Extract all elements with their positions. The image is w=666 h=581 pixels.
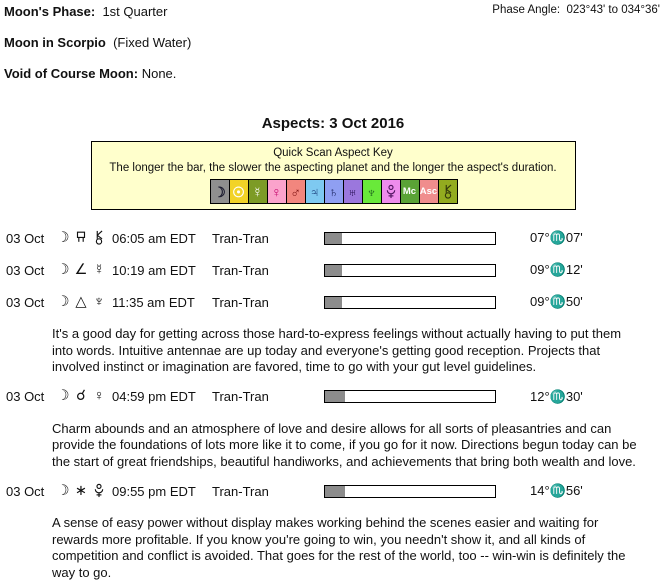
key-box-subtitle: The longer the bar, the slower the aspecting planet and the longer the aspect's duration.	[109, 162, 557, 174]
moon-phase-line	[4, 4, 662, 19]
aspect-time: 09:55 pm EDT	[112, 483, 196, 499]
sextile-icon: ∗	[74, 482, 88, 499]
ascendant-icon: Asc	[419, 179, 439, 204]
moon-icon: ☽	[56, 229, 70, 246]
aspect-position: 12°♏30'	[530, 388, 583, 404]
trine-icon: △	[75, 293, 87, 310]
aspect-list	[4, 230, 662, 581]
venus-icon: ♀	[267, 179, 287, 204]
aspect-row	[4, 262, 662, 278]
aspect-type: Tran-Tran	[212, 294, 269, 310]
aspect-description: A sense of easy power without display makes working behind the scenes easier and waiting for rewards more profitable. If you know you're going to win, you needn't show it, and all kinds of competition and conflict is avoided. That goes for the rest of the world, too -- win-win is definitely the way to go.	[52, 515, 626, 580]
aspect-type: Tran-Tran	[212, 262, 269, 278]
key-box-title: Quick Scan Aspect Key	[273, 147, 393, 159]
midheaven-icon: Mc	[400, 179, 420, 204]
mercury-icon: ☿	[248, 179, 268, 204]
aspect-time: 11:35 am EDT	[112, 294, 195, 310]
duration-bar-fill	[325, 297, 342, 308]
pluto-icon	[90, 483, 108, 500]
neptune-icon: ♆	[93, 293, 105, 310]
aspect-row	[4, 389, 662, 405]
aspect-date: 03 Oct	[6, 389, 45, 404]
moon-sign-line	[4, 35, 662, 50]
moon-icon: ☽	[210, 179, 230, 204]
sun-icon: ☉	[229, 179, 249, 204]
moon-icon: ☽	[56, 388, 70, 405]
mars-icon: ♂	[286, 179, 306, 204]
aspect-time: 06:05 am EDT	[112, 230, 196, 246]
aspect-description: Charm abounds and an atmosphere of love and desire allows for all sorts of pleasantries and can provide the foundations of lots more like it to come, if you go for it now. Directions begun today can be the start of great friendships, beautiful handiworks, and achievements that bring both wealth and love.	[52, 420, 637, 469]
aspect-date: 03 Oct	[6, 483, 45, 499]
aspect-type: Tran-Tran	[212, 389, 269, 404]
aspect-row	[4, 230, 662, 246]
void-of-course-line	[4, 66, 662, 81]
chiron-icon	[438, 179, 458, 204]
pluto-icon	[381, 179, 401, 204]
aspect-time: 10:19 am EDT	[112, 262, 196, 278]
aspect-type: Tran-Tran	[212, 230, 269, 246]
duration-bar	[324, 264, 496, 277]
saturn-icon: ♄	[324, 179, 344, 204]
aspect-date: 03 Oct	[6, 294, 45, 310]
aspect-row	[4, 294, 662, 310]
uranus-icon: ♅	[343, 179, 363, 204]
aspect-description: It's a good day for getting across those hard-to-express feelings without actually having to put them into words. Intuitive antennae are up today and everyone's getting good reception. Projects that involved instinct or imagination are favored, time to go with your gut level guidelines.	[52, 326, 622, 374]
jupiter-icon: ♃	[305, 179, 325, 204]
moon-icon: ☽	[56, 261, 70, 278]
aspect-row	[4, 483, 662, 499]
aspect-position: 14°♏56'	[530, 483, 583, 498]
moon-phase	[4, 4, 167, 19]
aspects-title: Aspects: 3 Oct 2016	[261, 115, 405, 132]
moon-icon: ☽	[56, 482, 70, 499]
aspect-date: 03 Oct	[6, 230, 45, 246]
phase-angle	[492, 4, 662, 16]
moon-sign	[4, 35, 191, 50]
phase-angle-value: 023°43' to 034°36'	[566, 4, 660, 16]
quick-scan-key-box	[91, 141, 576, 210]
aspect-position: 07°♏07'	[530, 230, 583, 245]
aspect-time: 04:59 pm EDT	[112, 389, 196, 404]
neptune-icon: ♆	[362, 179, 382, 204]
aspect-type: Tran-Tran	[212, 483, 269, 499]
duration-bar-fill	[325, 391, 345, 402]
void-of-course-value: None.	[141, 66, 177, 81]
duration-bar	[324, 296, 496, 309]
chiron-icon	[90, 230, 108, 247]
moon-sign-value: (Fixed Water)	[113, 35, 192, 50]
moon-icon: ☽	[56, 293, 70, 310]
moon-sign-label: Moon in Scorpio	[4, 35, 106, 50]
moon-phase-value: 1st Quarter	[102, 4, 168, 19]
mercury-icon: ☿	[93, 261, 105, 278]
aspect-date: 03 Oct	[6, 262, 45, 278]
venus-icon: ♀	[93, 388, 105, 405]
aspect-position: 09°♏50'	[530, 294, 583, 309]
void-of-course-label: Void of Course Moon:	[4, 66, 139, 81]
duration-bar-fill	[325, 486, 345, 497]
duration-bar-fill	[325, 233, 342, 244]
duration-bar-fill	[325, 265, 342, 276]
semisquare-icon: ∠	[74, 261, 88, 278]
phase-angle-label: Phase Angle:	[492, 4, 561, 16]
conjunction-icon: ☌	[76, 388, 86, 405]
void-of-course	[4, 66, 176, 81]
duration-bar	[324, 390, 496, 403]
sesquiquadrate-icon	[72, 230, 90, 246]
moon-phase-label: Moon's Phase:	[4, 4, 96, 19]
aspect-position: 09°♏12'	[530, 262, 583, 277]
planet-key-strip	[92, 179, 575, 204]
duration-bar	[324, 485, 496, 498]
duration-bar	[324, 232, 496, 245]
